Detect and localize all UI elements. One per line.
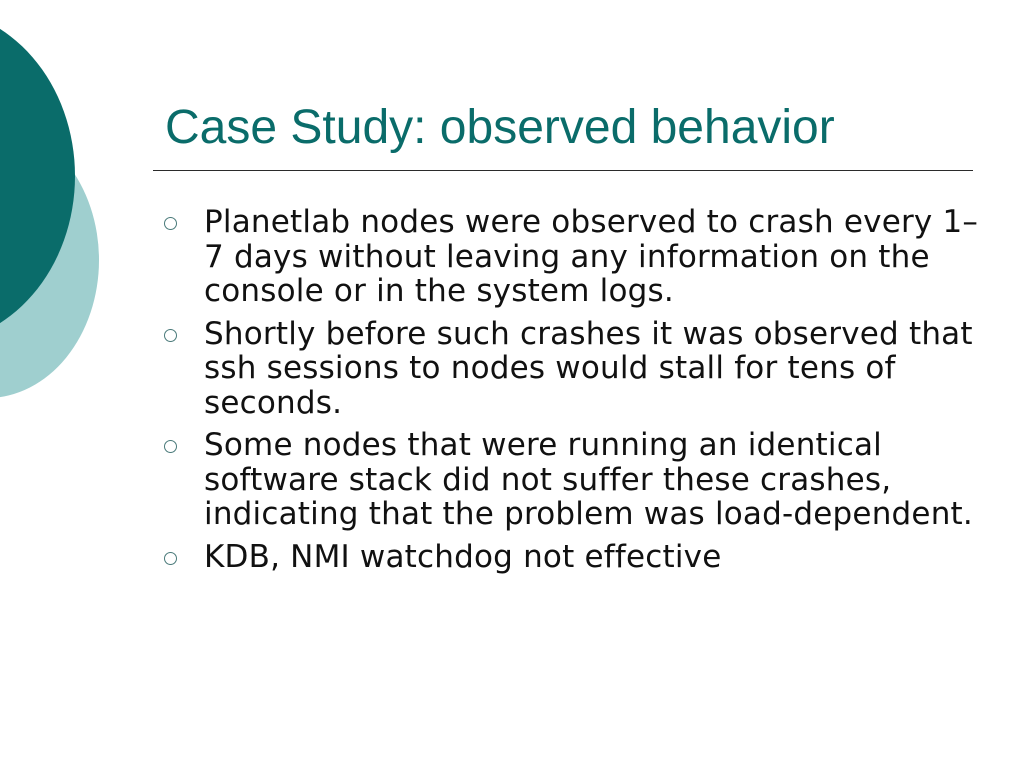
bullet-item bbox=[162, 205, 982, 309]
bullet-item bbox=[162, 428, 982, 532]
bullet-item bbox=[162, 540, 982, 575]
bullet-text: Planetlab nodes were observed to crash every 1–7 days without leaving any information on the console or in the system logs. bbox=[204, 204, 979, 309]
hollow-circle-icon bbox=[164, 552, 177, 565]
hollow-circle-icon bbox=[164, 217, 177, 230]
slide-title: Case Study: observed behavior bbox=[165, 101, 835, 154]
bullet-text: Some nodes that were running an identical software stack did not suffer these crashes, indicating that the problem was load-dependent. bbox=[204, 427, 973, 532]
bullet-text: Shortly before such crashes it was observed that ssh sessions to nodes would stall for tens of seconds. bbox=[204, 315, 973, 421]
hollow-circle-icon bbox=[164, 329, 177, 342]
bullet-text: KDB, NMI watchdog not effective bbox=[204, 538, 722, 575]
hollow-circle-icon bbox=[164, 440, 177, 453]
bullet-list bbox=[162, 205, 982, 582]
bullet-item bbox=[162, 317, 982, 421]
title-divider bbox=[153, 170, 973, 171]
